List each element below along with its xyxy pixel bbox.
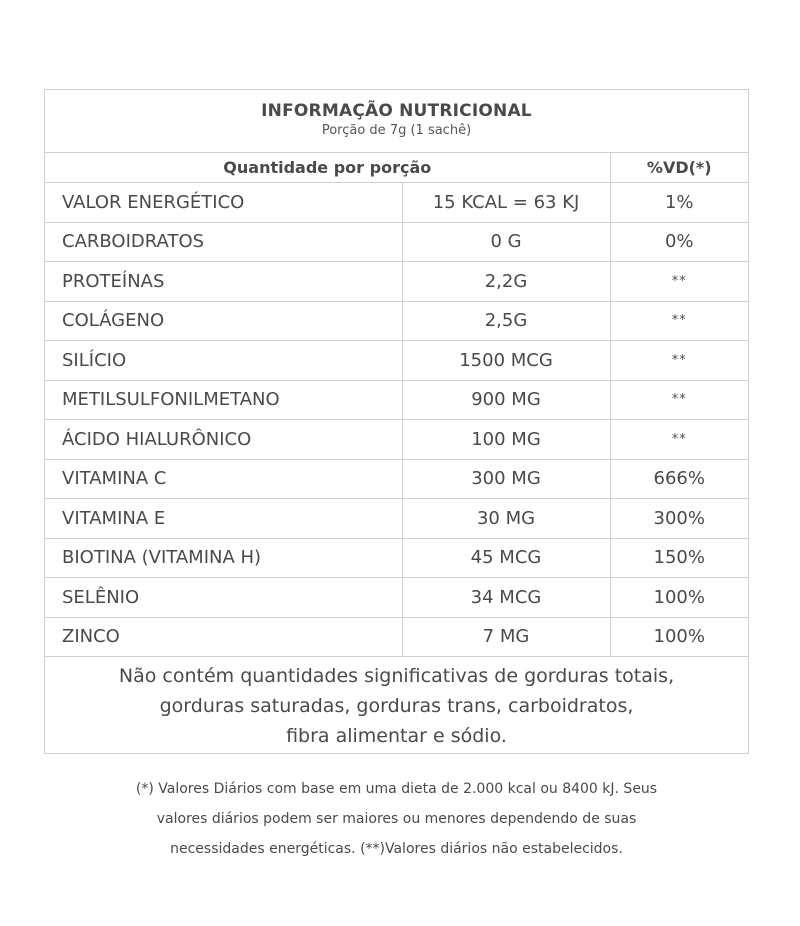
- table-row: [45, 420, 748, 460]
- footnote-line-3: necessidades energéticas. (**)Valores diários não estabelecidos.: [170, 841, 623, 857]
- nutrient-amount: 34 MCG: [402, 578, 610, 618]
- footnote: [44, 774, 749, 864]
- table-row: [45, 578, 748, 618]
- nutrition-title: INFORMAÇÃO NUTRICIONAL: [261, 101, 532, 121]
- footnote-line-1: (*) Valores Diários com base em uma dieta de 2.000 kcal ou 8400 kJ. Seus: [135, 781, 658, 797]
- nutrition-header: [45, 90, 748, 153]
- nutrient-name: CARBOIDRATOS: [45, 222, 402, 262]
- table-row: [45, 380, 748, 420]
- nutrient-vd: 100%: [610, 578, 748, 618]
- nutrient-vd: **: [610, 301, 748, 341]
- nutrition-facts-panel: [44, 89, 749, 754]
- nutrient-name: COLÁGENO: [45, 301, 402, 341]
- nutrient-name: ZINCO: [45, 617, 402, 657]
- nutrient-name: SILÍCIO: [45, 341, 402, 381]
- table-row: [45, 301, 748, 341]
- table-row: [45, 499, 748, 539]
- serving-size: Porção de 7g (1 sachê): [321, 123, 472, 138]
- nutrient-vd: 300%: [610, 499, 748, 539]
- nutrition-rows: [45, 183, 748, 657]
- table-row: [45, 538, 748, 578]
- nutrient-amount: 45 MCG: [402, 538, 610, 578]
- nutrient-name: SELÊNIO: [45, 578, 402, 618]
- table-row: [45, 459, 748, 499]
- nutrient-amount: 900 MG: [402, 380, 610, 420]
- nutrient-name: VALOR ENERGÉTICO: [45, 183, 402, 223]
- table-header-row: [45, 153, 748, 183]
- note-line-1: Não contém quantidades significativas de gorduras totais,: [118, 665, 675, 687]
- table-row: [45, 222, 748, 262]
- nutrient-vd: **: [610, 341, 748, 381]
- nutrient-vd: 666%: [610, 459, 748, 499]
- nutrient-name: ÁCIDO HIALURÔNICO: [45, 420, 402, 460]
- nutrient-vd: 0%: [610, 222, 748, 262]
- nutrient-amount: 100 MG: [402, 420, 610, 460]
- nutrient-amount: 7 MG: [402, 617, 610, 657]
- nutrient-vd: **: [610, 380, 748, 420]
- nutrient-amount: 0 G: [402, 222, 610, 262]
- column-header-vd: %VD(*): [610, 153, 748, 183]
- note-line-3: fibra alimentar e sódio.: [286, 725, 507, 747]
- table-row: [45, 183, 748, 223]
- nutrient-name: BIOTINA (VITAMINA H): [45, 538, 402, 578]
- nutrient-amount: 300 MG: [402, 459, 610, 499]
- column-header-quantity: Quantidade por porção: [45, 153, 610, 183]
- nutrient-amount: 15 KCAL = 63 KJ: [402, 183, 610, 223]
- nutrient-amount: 30 MG: [402, 499, 610, 539]
- note-line-2: gorduras saturadas, gorduras trans, carboidratos,: [159, 695, 634, 717]
- table-row: [45, 262, 748, 302]
- table-row: [45, 341, 748, 381]
- nutrient-vd: 100%: [610, 617, 748, 657]
- nutrient-amount: 2,2G: [402, 262, 610, 302]
- nutrient-vd: 150%: [610, 538, 748, 578]
- nutrient-name: PROTEÍNAS: [45, 262, 402, 302]
- nutrient-name: VITAMINA C: [45, 459, 402, 499]
- nutrient-vd: 1%: [610, 183, 748, 223]
- nutrient-amount: 2,5G: [402, 301, 610, 341]
- nutrient-vd: **: [610, 420, 748, 460]
- nutrient-name: METILSULFONILMETANO: [45, 380, 402, 420]
- nutrient-amount: 1500 MCG: [402, 341, 610, 381]
- nutrition-table: [45, 153, 748, 657]
- nutrition-note: [45, 657, 748, 753]
- nutrient-vd: **: [610, 262, 748, 302]
- footnote-line-2: valores diários podem ser maiores ou menores dependendo de suas: [156, 811, 637, 827]
- table-row: [45, 617, 748, 657]
- nutrient-name: VITAMINA E: [45, 499, 402, 539]
